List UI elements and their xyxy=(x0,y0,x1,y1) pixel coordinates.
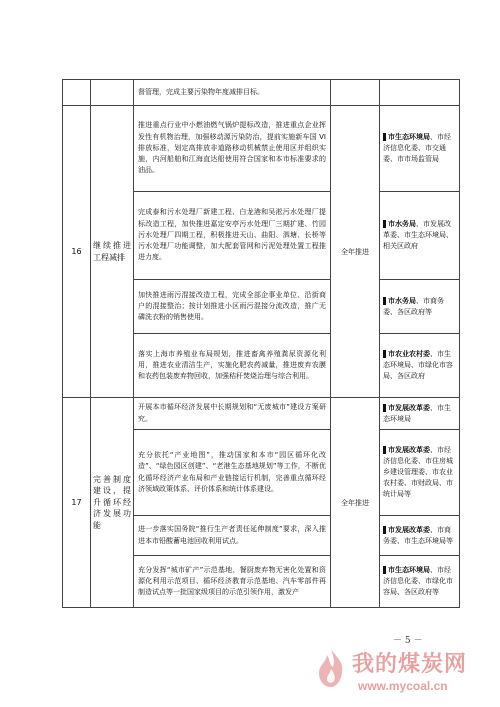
task-cell xyxy=(134,516,331,556)
time-cell xyxy=(331,106,380,398)
dept-cell xyxy=(380,556,460,608)
dept-cell xyxy=(380,280,460,334)
lead-dept: 市发展改革委 xyxy=(388,525,430,534)
table-row xyxy=(63,398,460,430)
row-number: 16 xyxy=(71,247,82,256)
lead-dept: 市水务局 xyxy=(388,296,416,305)
item-name: 完善制度建设，提升循环经济发展功能 xyxy=(93,474,131,530)
task-cell xyxy=(134,106,331,192)
task-cell xyxy=(134,280,331,334)
dept-cell xyxy=(380,106,460,192)
coop-dept: 、市商务委、各区政府等 xyxy=(383,296,444,316)
dept-cell xyxy=(380,334,460,398)
bullet-bar xyxy=(383,446,386,454)
task-text: 落实上海市养殖业布局规划，推进畜禽养殖粪尿资源化利用，推进农业清洁生产，实施化肥农药减量，推进废弃农膜和农药包装废弃物回收，加强秸秆焚烧治理与综合利用。 xyxy=(138,349,326,381)
dept-cell xyxy=(380,516,460,556)
coop-dept: 、市经济信息化委、市交通委、市市场监管局 xyxy=(383,133,451,163)
coop-dept: 、市经济信息化委、市住房城乡建设管理委、市农业农村委、市财政局、市统计局等 xyxy=(383,446,453,498)
task-cell xyxy=(134,430,331,516)
bullet-bar xyxy=(383,566,386,574)
task-text: 充分发挥“城市矿产”示范基地、餐厨废弃物无害化处置和资源化利用示范项目、循环经济教育示范基地、汽车零部件再制造试点等一批国家级项目的示范引领作用，激发产 xyxy=(138,565,326,597)
row-number: 17 xyxy=(71,498,82,507)
lead-dept: 市农业农村委 xyxy=(388,350,430,358)
task-cell xyxy=(134,80,331,106)
row-number-cell xyxy=(63,106,91,398)
coop-dept: 、市生态环境局、市绿化市容局、各区政府 xyxy=(383,350,453,380)
coop-dept: 、市生态环境局 xyxy=(383,403,451,423)
watermark-brand: 我的煤炭网 xyxy=(352,652,468,677)
time-cell xyxy=(331,398,380,608)
watermark-url: www.mycoal.cn xyxy=(358,679,448,693)
bullet-bar xyxy=(383,526,386,534)
coop-dept: 、市发展改革委、市生态环境局、相关区政府 xyxy=(383,220,453,250)
task-table xyxy=(62,79,460,608)
coop-dept: 、市商务委、市生态环境局等 xyxy=(383,525,453,545)
lead-dept: 市发展改革委 xyxy=(388,446,430,454)
table-row xyxy=(63,106,460,192)
dept-cell xyxy=(380,430,460,516)
task-text: 进一步落实国务院“推行生产者责任延伸制度”要求，深入推进本市铅酸蓄电池回收利用试点。 xyxy=(138,525,326,545)
item-name-cell xyxy=(91,80,134,106)
task-text: 推进重点行业中小燃油燃气锅炉提标改造，推进重点企业挥发性有机物治理，加强移动源污染防治，提前实施新车国 VI 排放标准，划定高排放非道路移动机械禁止使用区并组织实施，内河船舶和江海直达船使用符合国家和本市标准要求的油品。 xyxy=(138,121,326,175)
bullet-bar xyxy=(383,404,386,412)
bullet-bar xyxy=(383,297,386,305)
item-name-cell xyxy=(91,106,134,398)
watermark xyxy=(312,647,498,703)
page-number: － 5 － xyxy=(393,636,423,646)
item-name-cell xyxy=(91,398,134,608)
task-cell xyxy=(134,192,331,280)
task-text: 充分依托“产业地图”，推动国家和本市“园区循环化改造”、“绿色园区创建”、“老港生态基地规划”等工作，不断优化循环经济产业布局和产业链接运行机制，完善重点循环经济领域政策体系、评价体系和统计体系建设。 xyxy=(138,451,326,493)
bullet-bar xyxy=(383,220,386,228)
time-cell xyxy=(331,80,380,106)
lead-dept: 市发展改革委 xyxy=(388,403,430,412)
flame-logo-icon xyxy=(312,647,350,689)
item-name: 继续推进工程减排 xyxy=(93,241,131,262)
task-cell xyxy=(134,334,331,398)
task-text: 开展本市循环经济发展中长期规划和“无废城市”建设方案研究。 xyxy=(138,403,326,423)
bullet-bar xyxy=(383,350,386,358)
task-cell xyxy=(134,398,331,430)
coop-dept: 、市经济信息化委、市绿化市容局、各区政府等 xyxy=(383,566,453,596)
lead-dept: 市水务局 xyxy=(388,220,416,228)
lead-dept: 市生态环境局 xyxy=(388,133,430,141)
bullet-bar xyxy=(383,133,386,141)
row-number-cell xyxy=(63,398,91,608)
task-cell xyxy=(134,556,331,608)
lead-dept: 市生态环境局 xyxy=(388,566,430,574)
dept-cell xyxy=(380,192,460,280)
dept-cell xyxy=(380,398,460,430)
task-text: 督管理，完成主要污染物年度减排目标。 xyxy=(138,87,264,96)
time-text: 全年推进 xyxy=(341,498,369,507)
time-text: 全年推进 xyxy=(341,247,369,256)
row-number-cell xyxy=(63,80,91,106)
table-row xyxy=(63,80,460,106)
dept-cell xyxy=(380,80,460,106)
task-text: 完成泰和污水处理厂新建工程、白龙港和吴淞污水处理厂提标改造工程，加快推进嘉定安亭污水处理厂三期扩建、竹园污水处理厂四期工程，积极推进天山、曲阳、泗塘、长桥等污水处理厂功能调整，加大配套管网和污泥处理处置工程推进力度。 xyxy=(138,208,326,262)
task-text: 加快推进雨污混接改造工程，完成全部企事业单位、沿街商户的混接整治；按计划推进小区雨污混接分流改造，推广无磷洗衣粉的销售使用。 xyxy=(138,290,326,322)
